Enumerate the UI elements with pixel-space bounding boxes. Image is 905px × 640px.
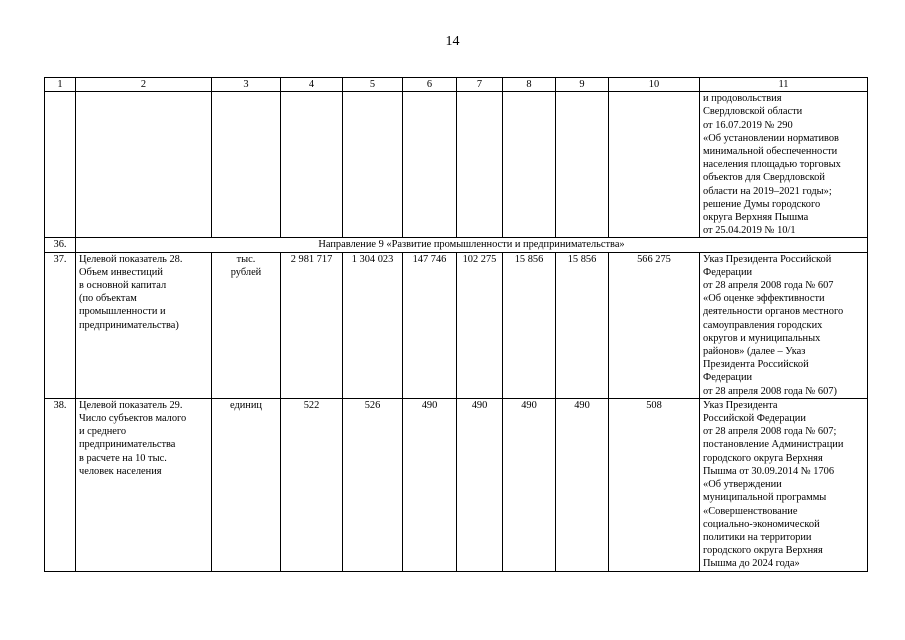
column-number: 4 — [281, 78, 343, 92]
column-number: 8 — [503, 78, 556, 92]
value-cell: 522 — [281, 398, 343, 571]
value-cell: 147 746 — [403, 252, 457, 398]
column-number: 3 — [212, 78, 281, 92]
value-cell: 15 856 — [556, 252, 609, 398]
table-cell — [76, 92, 212, 238]
value-cell: 2 981 717 — [281, 252, 343, 398]
indicator-name: Целевой показатель 28. Объем инвестиций в основной капитал (по объектам промышленности и предпринимательства) — [76, 252, 212, 398]
section-row — [45, 238, 868, 252]
page-number: 14 — [445, 34, 460, 49]
table-row — [45, 252, 868, 398]
column-number: 5 — [343, 78, 403, 92]
column-number: 10 — [609, 78, 700, 92]
table-cell — [343, 92, 403, 238]
column-number: 11 — [700, 78, 868, 92]
row-number: 37. — [45, 252, 76, 398]
value-cell: 526 — [343, 398, 403, 571]
table-cell — [609, 92, 700, 238]
legal-basis-cell: Указ Президента Российской Федерации от 28 апреля 2008 года № 607 «Об оценке эффективности деятельности органов местного самоуправления городских округов и муниципальных районов» (далее – Указ Президента Российской Федерации от 28 апреля 2008 года № 607) — [700, 252, 868, 398]
value-cell: 490 — [403, 398, 457, 571]
column-number: 7 — [457, 78, 503, 92]
column-number: 6 — [403, 78, 457, 92]
column-number-row — [45, 78, 868, 92]
legal-basis-cell: и продовольствия Свердловской области от 16.07.2019 № 290 «Об установлении нормативов минимальной обеспеченности населения площадью торговых объектов для Свердловской области на 2019–2021 годы»; решение Думы городского округа Верхняя Пышма от 25.04.2019 № 10/1 — [700, 92, 868, 238]
column-number: 9 — [556, 78, 609, 92]
value-cell: 508 — [609, 398, 700, 571]
table-cell — [556, 92, 609, 238]
column-number: 1 — [45, 78, 76, 92]
value-cell: 490 — [457, 398, 503, 571]
indicator-name: Целевой показатель 29. Число субъектов малого и среднего предпринимательства в расчете на 10 тыс. человек населения — [76, 398, 212, 571]
table-cell — [45, 92, 76, 238]
table-cell — [281, 92, 343, 238]
unit-cell: единиц — [212, 398, 281, 571]
table-cell — [457, 92, 503, 238]
value-cell: 490 — [503, 398, 556, 571]
row-number: 36. — [45, 238, 76, 252]
value-cell: 15 856 — [503, 252, 556, 398]
row-number: 38. — [45, 398, 76, 571]
table-cell — [212, 92, 281, 238]
indicators-table — [44, 77, 868, 572]
table-row — [45, 398, 868, 571]
value-cell: 102 275 — [457, 252, 503, 398]
table-cell — [403, 92, 457, 238]
section-title: Направление 9 «Развитие промышленности и предпринимательства» — [76, 238, 868, 252]
value-cell: 1 304 023 — [343, 252, 403, 398]
value-cell: 566 275 — [609, 252, 700, 398]
column-number: 2 — [76, 78, 212, 92]
continuation-row — [45, 92, 868, 238]
value-cell: 490 — [556, 398, 609, 571]
unit-cell: тыс. рублей — [212, 252, 281, 398]
table-cell — [503, 92, 556, 238]
legal-basis-cell: Указ Президента Российской Федерации от 28 апреля 2008 года № 607; постановление Администрации городского округа Верхняя Пышма от 30.09.2014 № 1706 «Об утверждении муниципальной программы «Совершенствование социально-экономической политики на территории городского округа Верхняя Пышма до 2024 года» — [700, 398, 868, 571]
